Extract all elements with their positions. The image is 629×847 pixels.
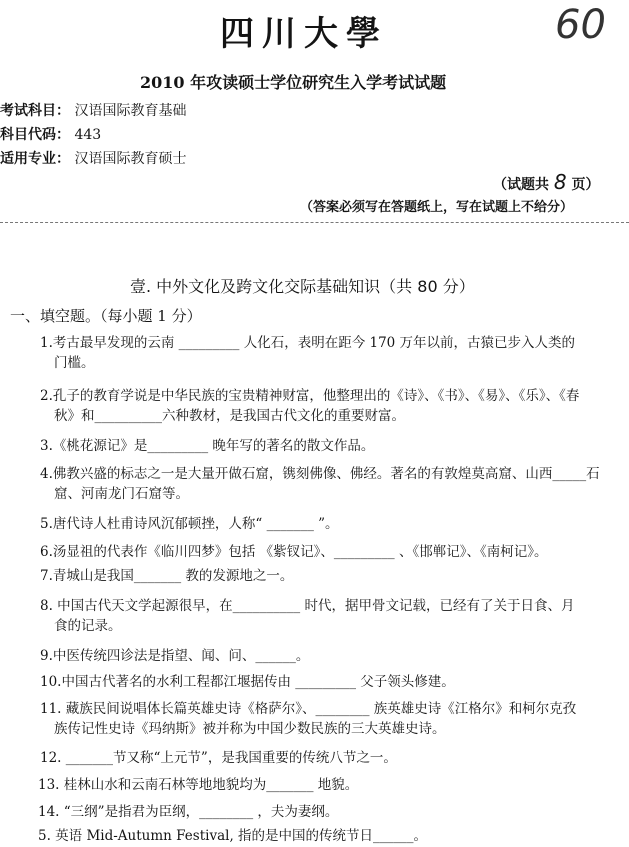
question-5 <box>40 514 339 534</box>
pages-suffix: 页） <box>571 177 600 193</box>
question-line: 9.中医传统四诊法是指望、闻、问、______。 <box>40 648 310 664</box>
question-line: 门槛。 <box>54 355 95 371</box>
question-15 <box>38 826 427 846</box>
question-8 <box>40 596 574 636</box>
major-line <box>0 148 186 168</box>
question-line: 11. 藏族民间说唱体长篇英雄史诗《格萨尔》、________ 族英雄史诗《江格尔》和柯尔克孜 <box>40 701 577 717</box>
question-line: 8. 中国古代天文学起源很早，在__________ 时代，据甲骨文记载，已经有了关于日食、月 <box>40 598 575 614</box>
question-line: 窟、河南龙门石窟等。 <box>54 486 189 502</box>
question-line: 10.中国古代著名的水利工程都江堰据传由 _________ 父子领头修建。 <box>40 674 455 690</box>
page-count <box>493 170 599 194</box>
question-line: 14. “三纲”是指君为臣纲，________ ，夫为妻纲。 <box>38 804 339 820</box>
code-line <box>0 124 101 144</box>
university-name: 四川大學 <box>220 14 388 54</box>
question-1 <box>40 333 575 373</box>
subject-value: 汉语国际教育基础 <box>74 103 187 119</box>
code-value: 443 <box>74 127 102 143</box>
question-line: 秋》和__________六种教材，是我国古代文化的重要财富。 <box>54 408 405 424</box>
question-line: 5.唐代诗人杜甫诗风沉郁顿挫，人称“ _______ ”。 <box>40 516 339 532</box>
pages-number: 8 <box>553 170 567 194</box>
question-line: 5. 英语 Mid-Autumn Festival, 指的是中国的传统节日______。 <box>38 828 428 844</box>
question-line: 1.考古最早发现的云南 _________ 人化石，表明在距今 170 万年以前，古猿已步入人类的 <box>40 335 576 351</box>
question-11 <box>40 699 576 739</box>
question-line: 2.孔子的教育学说是中华民族的宝贵精神财富，他整理出的《诗》、《书》、《易》、《乐》、《春 <box>40 388 580 404</box>
question-13 <box>38 775 358 795</box>
question-14 <box>38 802 338 822</box>
question-3 <box>40 436 374 456</box>
handwritten-score: 60 <box>555 2 606 48</box>
question-2 <box>40 386 579 426</box>
question-line: 13. 桂林山水和云南石林等地地貌均为_______ 地貌。 <box>38 777 359 793</box>
question-line: 族传记性史诗《玛纳斯》被并称为中国少数民族的三大英雄史诗。 <box>54 721 446 737</box>
question-12 <box>40 748 397 768</box>
question-4 <box>40 464 600 504</box>
section-title: 壹. 中外文化及跨文化交际基础知识（共 80 分） <box>130 277 475 296</box>
divider <box>0 222 629 223</box>
question-7 <box>40 566 293 586</box>
question-6 <box>40 542 547 562</box>
answer-note: （答案必须写在答题纸上，写在试题上不给分） <box>300 200 574 215</box>
question-10 <box>40 672 455 692</box>
subject-line <box>0 100 186 120</box>
question-line: 4.佛教兴盛的标志之一是大量开做石窟，镌刻佛像、佛经。著名的有敦煌莫高窟、山西_____石 <box>40 466 600 482</box>
question-line: 3.《桃花源记》是_________ 晚年写的著名的散文作品。 <box>40 438 375 454</box>
subject-label: 考试科目： <box>0 103 70 119</box>
pages-prefix: （试题共 <box>493 177 549 193</box>
code-label: 科目代码： <box>0 127 70 143</box>
subsection-title: 一、填空题。（每小题 1 分） <box>10 307 202 325</box>
question-line: 12. _______节又称“上元节”，是我国重要的传统八节之一。 <box>40 750 397 766</box>
major-value: 汉语国际教育硕士 <box>74 151 187 167</box>
exam-title: 2010 年攻读硕士学位研究生入学考试试题 <box>140 73 447 92</box>
question-9 <box>40 646 309 666</box>
question-line: 7.青城山是我国_______ 教的发源地之一。 <box>40 568 294 584</box>
question-line: 6.汤显祖的代表作《临川四梦》包括 《紫钗记》、_________ 、《邯郸记》、《南柯记》。 <box>40 544 548 560</box>
major-label: 适用专业： <box>0 151 70 167</box>
question-line: 食的记录。 <box>54 618 122 634</box>
